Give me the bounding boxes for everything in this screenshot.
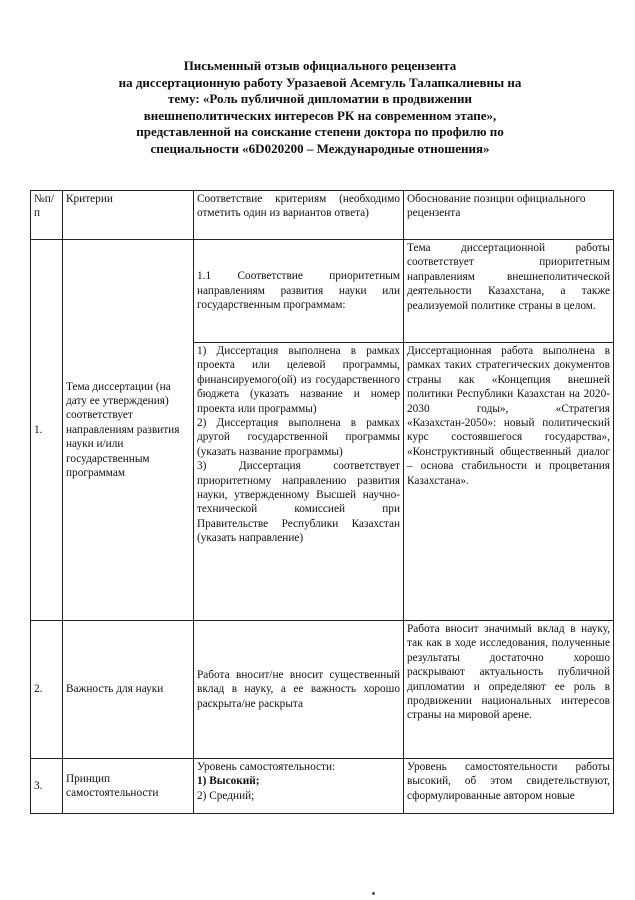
document-title (60, 58, 580, 157)
row1-sub1-justification: Тема диссертационной работы соответствует приоритетным направлениям внешнеполитической деятельности Казахстана, а также реализуемой политике страны в целом. (404, 240, 614, 343)
row3-compliance-label: Уровень самостоятельности: (197, 761, 336, 773)
row3-num: 3. (31, 759, 63, 814)
row3-option-1: 1) Высокий; (197, 775, 260, 788)
title-line-2: на диссертационную работу Уразаевой Асемгуль Талапкалиевны на (118, 74, 522, 90)
title-line-3: тему: «Роль публичной дипломатии в продвижении (168, 91, 472, 106)
row1-sub2-justification: Диссертационная работа выполнена в рамках таких стратегических документов страны как «Концепция внешней политики Республики Казахстан на 2020-2030 годы», «Стратегия «Казахстан-2050»: новый политический курс состоявшегося государства», «Конструктивный общественный диалог – основа стабильности и процветания Казахстана». (404, 343, 614, 621)
table-row (31, 621, 614, 759)
title-line-5: представленной на соискание степени доктора по профилю по (136, 124, 504, 139)
row1-option-1: 1) Диссертация выполнена в рамках проекта или целевой программы, финансируемого(ой) из государственного бюджета (указать название и номер проекта или программы) (197, 345, 400, 415)
row3-justification: Уровень самостоятельности работы высокий, об этом свидетельствуют, сформулированные автором новые (404, 759, 614, 814)
row2-compliance: Работа вносит/не вносит существенный вклад в науку, а ее важность хорошо раскрыта/не раскрыта (194, 621, 404, 759)
title-line-1: Письменный отзыв официального рецензента (183, 58, 457, 73)
header-num: №п/п (31, 191, 63, 240)
row1-option-2: 2) Диссертация выполнена в рамках другой государственной программы (указать название программы) (197, 417, 400, 458)
header-criteria: Критерии (63, 191, 194, 240)
table-row (31, 240, 614, 343)
row3-option-2: 2) Средний; (197, 789, 255, 802)
row1-criterion: Тема диссертации (на дату ее утверждения) соответствует направлениям развития науки и/или государственным программам (63, 240, 194, 621)
row1-sub2-compliance (194, 343, 404, 621)
title-line-6: специальности «6D020200 – Международные отношения» (150, 140, 490, 156)
row1-num: 1. (31, 240, 63, 621)
review-table (30, 190, 614, 814)
header-justification: Обоснование позиции официального рецензента (404, 191, 614, 240)
row3-compliance (194, 759, 404, 814)
row2-justification: Работа вносит значимый вклад в науку, так как в ходе исследования, полученные результаты достаточно хорошо раскрывают актуальность публичной дипломатии и определяют ее роль в продвижении национальных интересов страны на мировой арене. (404, 621, 614, 759)
table-row (31, 759, 614, 814)
row2-num: 2. (31, 621, 63, 759)
row1-option-3: 3) Диссертация соответствует приоритетному направлению развития науки, утвержденному Высшей научно-технической комиссией при Правительстве Республики Казахстан (указать направление) (197, 460, 400, 545)
row3-criterion: Принцип самостоятельности (63, 759, 194, 814)
row2-criterion: Важность для науки (63, 621, 194, 759)
title-line-4: внешнеполитических интересов РК на современном этапе», (143, 107, 497, 123)
row1-sub1-compliance: 1.1 Соответствие приоритетным направлениям развития науки или государственным программам: (194, 240, 404, 343)
header-compliance: Соответствие критериям (необходимо отметить один из вариантов ответа) (194, 191, 404, 240)
scan-speck (372, 892, 375, 895)
table-header-row (31, 191, 614, 240)
